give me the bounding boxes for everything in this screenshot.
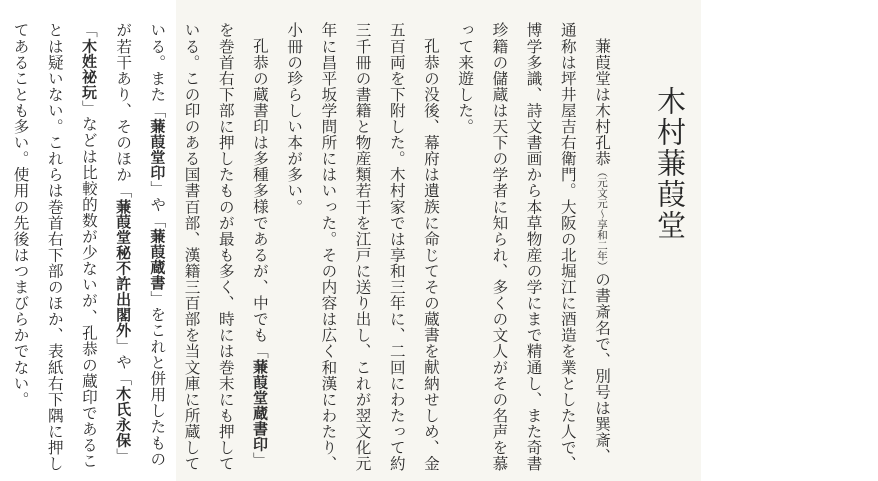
paragraph-2 [277,22,448,474]
paragraph-3 [3,22,277,474]
text-run: 」や「 [148,180,167,229]
seal-name: 蒹葭堂印 [148,118,167,181]
text-run: 孔恭の蔵書印は多種多様であるが、中でも「 [250,37,269,359]
seal-name: 蒹葭堂蔵書印 [250,358,269,452]
paragraph-4 [0,22,3,474]
seal-name: 蒹葭堂秘不許出閣外 [114,198,133,338]
text-run: 」などは比較的数が少ないが、孔恭の蔵印であることは疑いない。これらは巻首右下部のほか、表紙右下隅に押してあることも多い。使用の先後はつまびらかでない。 [11,22,98,472]
text-run: 蒹葭堂は木村孔恭 [593,37,611,166]
paragraph-1 [448,22,619,474]
text-run: 」「 [79,22,133,464]
seal-name: 蒹葭蔵書 [148,228,167,291]
text-run: 」や「 [114,337,133,386]
text-run: 」を巻首右下部に押したものが最も多く、時には巻末にも押している。この印のある国書百部、漢籍三百部を当文庫に所蔵している。また「 [148,22,269,472]
seal-name: 木姓祕玩 [79,38,98,100]
body-text [0,22,619,474]
date-note: （元文元〜享和二年） [596,166,608,271]
page-title: 木村蒹葭堂 [653,86,687,241]
seal-name: 木氏永保 [114,385,133,448]
text-run: 孔恭の没後、幕府は遺族に命じてその蔵書を献納せしめ、金五百両を下附した。木村家では享和三年に、二回にわたって約三千冊の書籍と物産類若干を江戸に送り出し、これが翌文化元年に昌平坂学問所にはいった。その内容は広く和漢にわたり、小冊の珍らしい本が多い。 [285,22,440,472]
text-run: 」をこれと併用したものが若干あり、そのほか「 [114,22,167,467]
text-run: の書斎名で、別号は巽斎、通称は坪井屋吉右衛門。大阪の北堀江に酒造を業とした人で、博学多識、詩文書画から本草物産の学にまで精通し、また奇書珍籍の儲蔵は天下の学者に知られ、多くの文人がその名声を慕って来遊した。 [456,22,611,472]
